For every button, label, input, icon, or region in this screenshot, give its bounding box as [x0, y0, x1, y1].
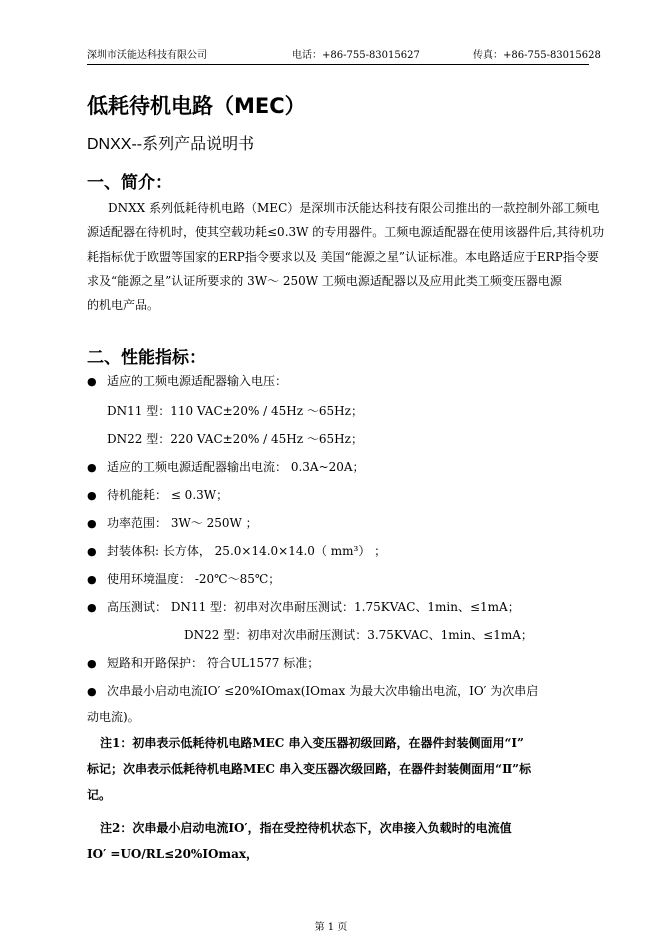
bullet-icon: ●	[87, 461, 97, 474]
note-line: 注1：初串表示低耗待机电路MEC 串入变压器初级回路，在器件封装侧面用“Ⅰ”	[100, 736, 524, 750]
bullet-icon: ●	[87, 685, 97, 698]
spec-hv-test-dn22: DN22 型：初串对次串耐压测试：3.75KVAC、1min、≤1mA；	[184, 628, 533, 642]
header-company: 深圳市沃能达科技有限公司	[87, 50, 207, 61]
intro-line: 源适配器在待机时，使其空载功耗≤0.3W 的专用器件。工频电源适配器在使用该器件后,其待机功	[87, 225, 605, 240]
spec-output-current	[87, 458, 365, 475]
intro-line: 求及“能源之星”认证所要求的 3W～ 250W 工频电源适配器以及应用此类工频变压器电源	[87, 273, 562, 288]
spec-text: 高压测试： DN11 型：初串对次串耐压测试：1.75KVAC、1min、≤1mA；	[107, 600, 520, 614]
spec-dn11-voltage: DN11 型：110 VAC±20% / 45Hz ～65Hz；	[107, 404, 363, 418]
header-fax: 传真：+86-755-83015628	[473, 50, 601, 61]
intro-heading: 一、简介：	[87, 173, 172, 193]
page-header	[87, 50, 601, 65]
spec-power-range	[87, 514, 258, 531]
bullet-icon: ●	[87, 375, 97, 388]
note-line: 记。	[87, 788, 112, 802]
bullet-icon: ●	[87, 601, 97, 614]
spec-package	[87, 542, 386, 559]
intro-line: 的机电产品。	[87, 298, 160, 313]
document-subtitle: DNXX--系列产品说明书	[87, 136, 255, 153]
spec-temperature	[87, 570, 280, 587]
bullet-icon: ●	[87, 657, 97, 670]
spec-text: 短路和开路保护： 符合UL1577 标准；	[107, 656, 320, 670]
spec-text: 次串最小启动电流IO′ ≤20%IOmax(IOmax 为最大次串输出电流，IO′ 为次串启	[107, 684, 539, 698]
bullet-icon: ●	[87, 489, 97, 502]
spec-text: 使用环境温度： -20℃～85℃；	[107, 572, 281, 586]
note-1	[87, 730, 627, 808]
performance-heading: 二、性能指标：	[87, 348, 206, 368]
spec-text: 封装体积: 长方体， 25.0×14.0×14.0（ mm³） ；	[107, 544, 387, 558]
bullet-icon: ●	[87, 545, 97, 558]
intro-paragraph	[87, 196, 619, 317]
bullet-icon: ●	[87, 573, 97, 586]
spec-text: 适应的工频电源适配器输入电压：	[107, 374, 288, 388]
page-number: 第 1 页	[314, 922, 348, 933]
spec-min-current	[87, 682, 538, 699]
spec-dn22-voltage: DN22 型：220 VAC±20% / 45Hz ～65Hz；	[107, 432, 363, 446]
spec-text: 适应的工频电源适配器输出电流： 0.3A~20A；	[107, 460, 365, 474]
intro-line: 耗指标优于欧盟等国家的ERP指令要求以及 美国“能源之星”认证标准。本电路适应于ERP指令要	[87, 249, 599, 264]
note-line: 标记；次串表示低耗待机电路MEC 串入变压器次级回路，在器件封装侧面用“Ⅱ”标	[87, 762, 532, 776]
note-2	[87, 815, 627, 867]
note-line: IO′ =UO/RL≤20%IOmax，	[87, 847, 259, 861]
spec-input-voltage	[87, 372, 287, 389]
note-line: 注2：次串最小启动电流IO′，指在受控待机状态下，次串接入负载时的电流值	[100, 821, 512, 835]
spec-text: 待机能耗： ≤ 0.3W；	[107, 488, 229, 502]
bullet-icon: ●	[87, 517, 97, 530]
document-title: 低耗待机电路（MEC）	[87, 94, 306, 118]
intro-line: DNXX 系列低耗待机电路（MEC）是深圳市沃能达科技有限公司推出的一款控制外部工频电	[108, 201, 600, 215]
spec-standby-power	[87, 486, 228, 503]
spec-text: 功率范围： 3W～ 250W ；	[107, 516, 258, 530]
header-phone: 电话：+86-755-83015627	[292, 50, 420, 61]
spec-min-current-cont: 动电流)。	[87, 710, 140, 724]
spec-protection	[87, 654, 319, 671]
spec-hv-test	[87, 598, 520, 615]
